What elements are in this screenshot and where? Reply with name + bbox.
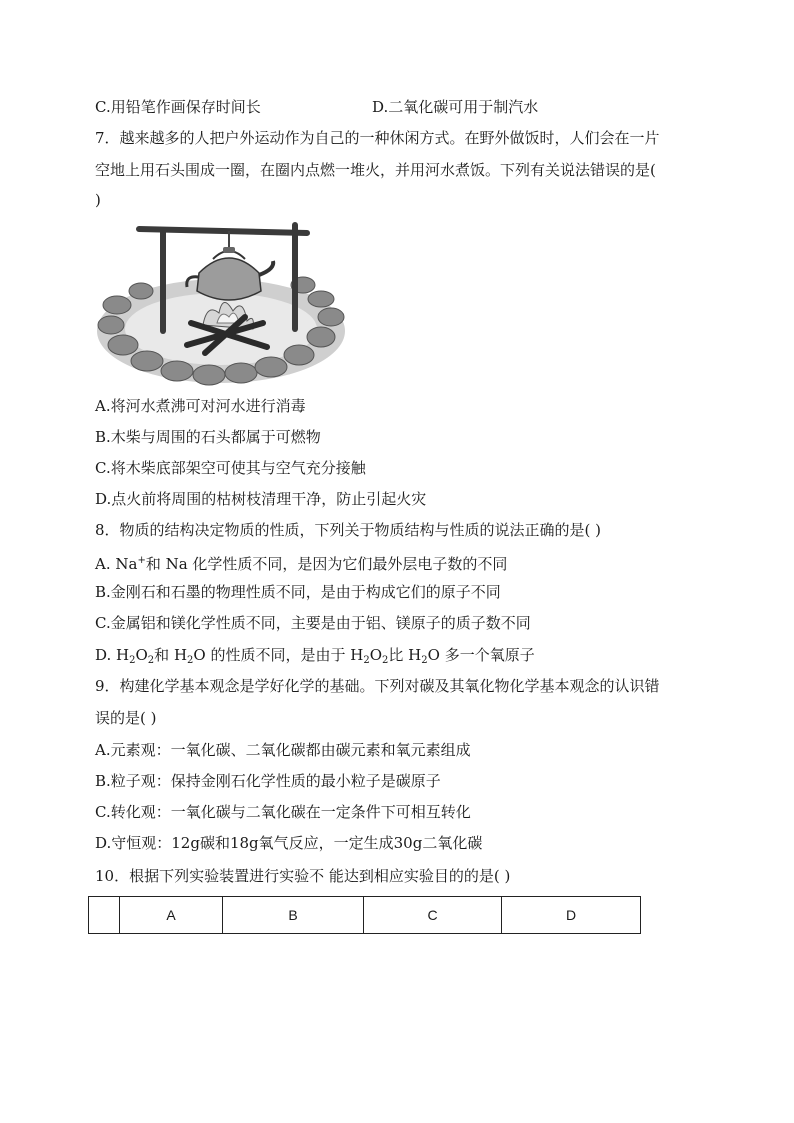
q8-d-sub2: 2: [147, 655, 155, 666]
q8-a-rest: 和 Na 化学性质不同，是因为它们最外层电子数的不同: [145, 555, 508, 573]
q6-option-c: C.用铅笔作画保存时间长: [95, 98, 261, 116]
q8-d-sub4: 2: [363, 655, 370, 666]
q7-stem-line1: 7．越来越多的人把户外运动作为自己的一种休闲方式。在野外做饭时，人们会在一片: [95, 129, 660, 147]
q8-d-end: 比 H: [388, 646, 422, 664]
q8-stem: 8．物质的结构决定物质的性质，下列关于物质结构与性质的说法正确的是( ): [95, 521, 602, 539]
q6-option-d: D.二氧化碳可用于制汽水: [372, 98, 539, 116]
q9-option-a: A.元素观：一氧化碳、二氧化碳都由碳元素和氧元素组成: [95, 741, 471, 759]
campfire-kettle-illustration: [95, 213, 347, 387]
q8-d-sub1: 2: [129, 655, 136, 666]
table-header-blank: [89, 897, 120, 934]
q10-stem: 10．根据下列实验装置进行实验不 能达到相应实验目的的是( ): [95, 867, 511, 885]
q8-option-c: C.金属铝和镁化学性质不同，主要是由于铝、镁原子的质子数不同: [95, 614, 531, 632]
q8-a-prefix: A. Na: [95, 555, 138, 573]
q8-d-o: O: [135, 646, 148, 664]
q8-d-sub5: 2: [382, 655, 389, 666]
q9-option-b: B.粒子观：保持金刚石化学性质的最小粒子是碳原子: [95, 772, 441, 790]
q8-d-and: 和 H: [154, 646, 188, 664]
q9-option-c: C.转化观：一氧化碳与二氧化碳在一定条件下可相互转化: [95, 803, 471, 821]
q7-option-a: A.将河水煮沸可对河水进行消毒: [95, 397, 306, 415]
q7-option-d: D.点火前将周围的枯树枝清理干净，防止引起火灾: [95, 490, 427, 508]
q8-option-d: [95, 645, 535, 671]
q8-d-bi: O: [369, 646, 383, 664]
q8-option-a: [95, 551, 507, 574]
q7-stem-line2: 空地上用石头围成一圈，在圈内点燃一堆火，并用河水煮饭。下列有关说法错误的是(: [95, 161, 656, 179]
q8-a-sup: +: [137, 555, 146, 566]
table-header-b: B: [223, 897, 364, 934]
q8-d-sub3: 2: [187, 655, 194, 666]
q7-option-c: C.将木柴底部架空可使其与空气充分接触: [95, 459, 366, 477]
table-row: [89, 897, 641, 934]
q10-options-table: [88, 896, 641, 934]
table-header-c: C: [364, 897, 502, 934]
q8-d-tail: O 多一个氧原子: [427, 646, 535, 664]
table-header-d: D: [502, 897, 641, 934]
q8-d-o2: O 的性质不同，是由于 H: [193, 646, 364, 664]
q9-stem-line2: 误的是( ): [95, 709, 157, 727]
q7-option-b: B.木柴与周围的石头都属于可燃物: [95, 428, 321, 446]
q8-option-b: B.金刚石和石墨的物理性质不同，是由于构成它们的原子不同: [95, 583, 501, 601]
q8-d-sub6: 2: [421, 655, 428, 666]
q7-stem-line3: ): [95, 191, 101, 209]
q8-d-prefix: D. H: [95, 646, 130, 664]
q9-stem-line1: 9．构建化学基本观念是学好化学的基础。下列对碳及其氧化物化学基本观念的认识错: [95, 677, 660, 695]
table-header-a: A: [120, 897, 223, 934]
q9-option-d: D.守恒观：12g碳和18g氧气反应，一定生成30g二氧化碳: [95, 834, 483, 852]
